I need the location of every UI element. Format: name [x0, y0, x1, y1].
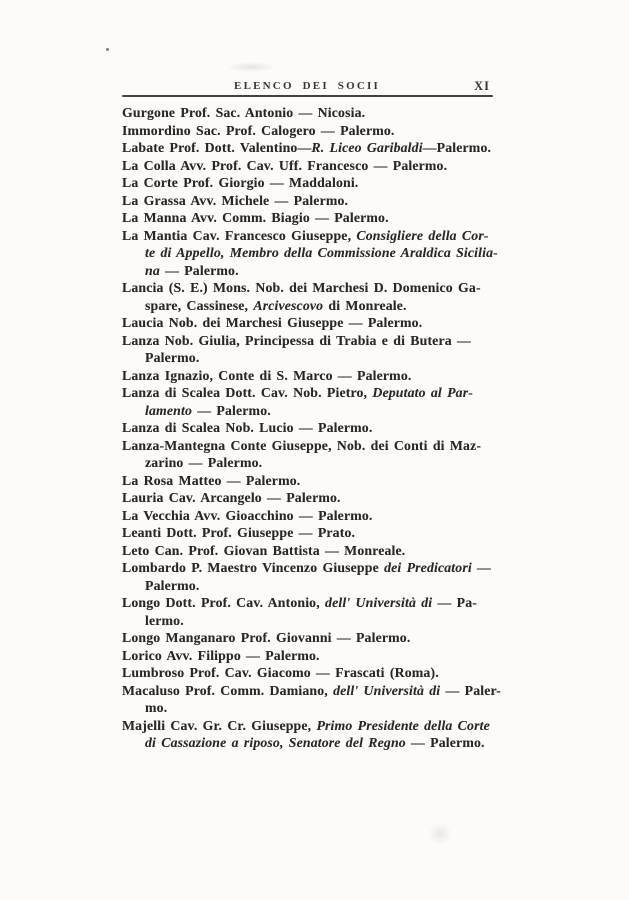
member-entry-line	[122, 122, 522, 140]
member-entry-line	[122, 647, 522, 665]
entry-text: Lorico Avv. Filippo — Palermo.	[122, 647, 320, 663]
member-entry-line	[122, 629, 522, 647]
member-entry-line	[122, 612, 522, 630]
member-entry-line	[122, 594, 522, 612]
entry-text: Lombardo P. Maestro Vincenzo Giuseppe	[122, 560, 385, 575]
entry-text: Longo Dott. Prof. Cav. Antonio,	[122, 595, 326, 610]
entry-text: — Palermo.	[159, 262, 239, 278]
entry-title-italic: di Cassazione a riposo, Senatore del Regno	[145, 735, 406, 750]
scan-smudge	[226, 62, 276, 72]
member-entry-line	[122, 437, 522, 455]
member-entry-line	[122, 332, 522, 350]
member-entry-line	[122, 577, 522, 595]
entry-title-italic: dell' Università di	[333, 682, 441, 698]
member-entry-line	[122, 489, 522, 507]
entry-text: spare, Cassinese,	[145, 297, 254, 313]
entry-text: zarino — Palermo.	[145, 455, 263, 470]
entry-title-italic: Arcivescovo	[253, 297, 324, 313]
page-number: XI	[474, 79, 490, 93]
entry-text: Macaluso Prof. Comm. Damiano,	[122, 682, 334, 698]
entry-text: Palermo.	[145, 577, 200, 593]
header-rule	[122, 95, 493, 97]
member-entry-line	[122, 699, 522, 717]
entry-text: La Vecchia Avv. Gioacchino — Palermo.	[122, 507, 373, 523]
entry-text: Leto Can. Prof. Giovan Battista — Monreale.	[122, 542, 406, 558]
entry-text: Lanza-Mantegna Conte Giuseppe, Nob. dei Conti di Maz-	[122, 437, 482, 453]
member-entry-line	[122, 542, 522, 560]
member-entry-line	[122, 157, 522, 175]
entry-title-italic: na	[145, 262, 160, 278]
entry-text: — Paler-	[440, 682, 502, 698]
member-entry-line	[122, 314, 522, 332]
member-entry-line	[122, 209, 522, 227]
entry-text: Immordino Sac. Prof. Calogero — Palermo.	[122, 122, 395, 138]
member-entry-line	[122, 192, 522, 210]
running-head	[122, 80, 492, 92]
entry-text: Palermo.	[145, 350, 200, 365]
entry-text: —	[471, 560, 491, 575]
member-entry-line	[122, 419, 522, 437]
entry-text: —Palermo.	[422, 140, 492, 155]
member-entry-line	[122, 349, 522, 367]
member-entry-line	[122, 664, 522, 682]
entry-text: Lanza di Scalea Nob. Lucio — Palermo.	[122, 420, 373, 435]
member-list	[122, 104, 522, 752]
entry-text: Lanza Ignazio, Conte di S. Marco — Palermo.	[122, 367, 412, 383]
member-entry-line	[122, 297, 522, 315]
member-entry-line	[122, 559, 522, 577]
entry-text: Leanti Dott. Prof. Giuseppe — Prato.	[122, 525, 356, 540]
member-entry-line	[122, 279, 522, 297]
entry-text: La Manna Avv. Comm. Biagio — Palermo.	[122, 210, 389, 225]
member-entry-line	[122, 454, 522, 472]
member-entry-line	[122, 139, 522, 157]
entry-title-italic: dell' Università di	[325, 595, 433, 610]
entry-text: mo.	[145, 700, 168, 715]
entry-text: lermo.	[145, 612, 184, 628]
member-entry-line	[122, 244, 522, 262]
entry-text: Lancia (S. E.) Mons. Nob. dei Marchesi D. Domenico Ga-	[122, 280, 481, 295]
page-title: ELENCO DEI SOCII	[234, 80, 380, 92]
member-entry-line	[122, 104, 522, 122]
entry-text: Longo Manganaro Prof. Giovanni — Palermo.	[122, 630, 411, 645]
entry-title-italic: dei Predicatori	[384, 560, 472, 575]
entry-text: La Rosa Matteo — Palermo.	[122, 472, 301, 488]
member-entry-line	[122, 734, 522, 752]
entry-text: Lumbroso Prof. Cav. Giacomo — Frascati (Roma).	[122, 665, 439, 680]
entry-title-italic: R. Liceo Garibaldi	[311, 140, 423, 155]
member-entry-line	[122, 402, 522, 420]
entry-title-italic: Consigliere della Cor-	[356, 227, 489, 243]
member-entry-line	[122, 367, 522, 385]
member-entry-line	[122, 227, 522, 245]
member-entry-line	[122, 174, 522, 192]
member-entry-line	[122, 717, 522, 735]
entry-title-italic: Deputato al Par-	[372, 385, 473, 400]
entry-title-italic: lamento	[145, 402, 193, 418]
entry-text: La Grassa Avv. Michele — Palermo.	[122, 192, 349, 208]
member-entry-line	[122, 507, 522, 525]
entry-text: — Palermo.	[405, 735, 485, 750]
entry-text: — Pa-	[432, 595, 477, 610]
member-entry-line	[122, 384, 522, 402]
member-entry-line	[122, 682, 522, 700]
entry-text: La Corte Prof. Giorgio — Maddaloni.	[122, 175, 359, 190]
member-entry-line	[122, 262, 522, 280]
entry-text: di Monreale.	[323, 297, 407, 313]
entry-text: La Mantia Cav. Francesco Giuseppe,	[122, 227, 357, 243]
entry-text: Gurgone Prof. Sac. Antonio — Nicosia.	[122, 105, 366, 120]
entry-text: Laucia Nob. dei Marchesi Giuseppe — Palermo.	[122, 315, 423, 330]
stain-mark	[428, 823, 452, 845]
entry-text: Lanza Nob. Giulia, Principessa di Trabia e di Butera —	[122, 332, 471, 348]
entry-title-italic: Primo Presidente della Corte	[316, 717, 490, 733]
entry-text: Majelli Cav. Gr. Cr. Giuseppe,	[122, 717, 317, 733]
entry-text: Lauria Cav. Arcangelo — Palermo.	[122, 490, 341, 505]
member-entry-line	[122, 524, 522, 542]
entry-text: Lanza di Scalea Dott. Cav. Nob. Pietro,	[122, 385, 373, 400]
entry-title-italic: te di Appello, Membro della Commissione Araldica Sicilia-	[145, 245, 498, 260]
entry-text: La Colla Avv. Prof. Cav. Uff. Francesco — Palermo.	[122, 157, 448, 173]
ink-speck	[106, 48, 109, 51]
member-entry-line	[122, 472, 522, 490]
entry-text: Labate Prof. Dott. Valentino—	[122, 140, 312, 155]
entry-text: — Palermo.	[192, 402, 271, 418]
